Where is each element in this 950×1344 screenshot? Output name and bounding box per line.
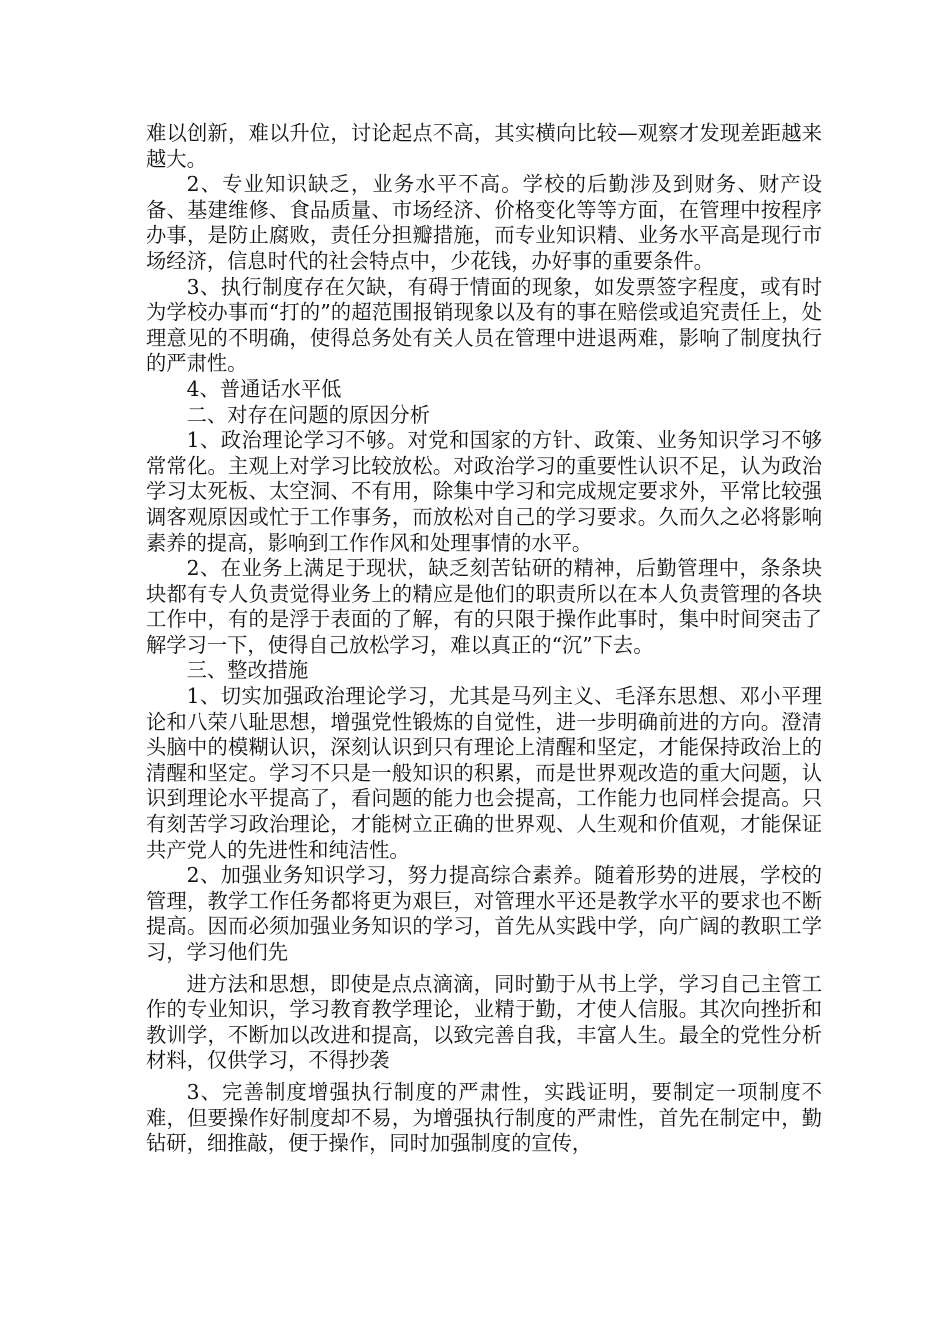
paragraph-10: 3、完善制度增强执行制度的严肃性，实践证明，要制定一项制度不难，但要操作好制度却不易，为增强执行制度的严肃性，首先在制定中，勤钻研，细推敲，便于操作，同时加强制度的宣传， [146,1079,822,1156]
paragraph-1: 难以创新，难以升位，讨论起点不高，其实横向比较—观察才发现差距越来越大。 [146,121,822,171]
paragraph-9: 进方法和思想，即使是点点滴滴，同时勤于从书上学，学习自己主管工作的专业知识，学习教育教学理论，业精于勤，才使人信服。其次向挫折和教训学，不断加以改进和提高，以致完善自我，丰富人生。最全的党性分析材料，仅供学习，不得抄袭 [146,971,822,1073]
paragraph-2: 2、专业知识缺乏，业务水平不高。学校的后勤涉及到财务、财产设备、基建维修、食品质量、市场经济、价格变化等等方面，在管理中按程序办事，是防止腐败，责任分担瓣措施，而专业知识精、业务水平高是现行市场经济，信息时代的社会特点中，少花钱，办好事的重要条件。 [146,172,822,273]
paragraph-3: 3、执行制度存在欠缺，有碍于情面的现象，如发票签字程度，或有时为学校办事而“打的”的超范围报销现象以及有的事在赔偿或追究责任上，处理意见的不明确，使得总务处有关人员在管理中进退两难，影响了制度执行的严肃性。 [146,274,822,376]
section-heading-2: 二、对存在问题的原因分析 [186,402,430,427]
paragraph-6: 2、在业务上满足于现状，缺乏刻苦钻研的精神，后勤管理中，条条块块都有专人负责觉得业务上的精应是他们的职责所以在本人负责管理的各块工作中，有的是浮于表面的了解，有的只限于操作此事时，集中时间突击了解学习一下，使得自己放松学习，难以真正的“沉”下去。 [146,556,822,657]
paragraph-5: 1、政治理论学习不够。对党和国家的方针、政策、业务知识学习不够常常化。主观上对学习比较放松。对政治学习的重要性认识不足，认为政治学习太死板、太空洞、不有用，除集中学习和完成规定要求外，平常比较强调客观原因或忙于工作事务，而放松对自己的学习要求。久而久之必将影响素养的提高，影响到工作作风和处理事情的水平。 [146,428,822,555]
paragraph-7: 1、切实加强政治理论学习，尤其是马列主义、毛泽东思想、邓小平理论和八荣八耻思想，增强党性锻炼的自觉性，进一步明确前进的方向。澄清头脑中的模糊认识，深刻认识到只有理论上清醒和坚定，才能保持政治上的清醒和坚定。学习不只是一般知识的积累，而是世界观改造的重大问题，认识到理论水平提高了，看问题的能力也会提高，工作能力也同样会提高。只有刻苦学习政治理论，才能树立正确的世界观、人生观和价值观，才能保证共产党人的先进性和纯洁性。 [146,684,822,862]
paragraph-8: 2、加强业务知识学习，努力提高综合素养。随着形势的进展，学校的管理，教学工作任务都将更为艰巨，对管理水平还是教学水平的要求也不断提高。因而必须加强业务知识的学习，首先从实践中学，向广阔的教职工学习，学习他们先 [146,863,822,964]
section-heading-3: 三、整改措施 [186,658,309,683]
document-body [146,121,822,1157]
paragraph-4: 4、普通话水平低 [186,376,342,401]
